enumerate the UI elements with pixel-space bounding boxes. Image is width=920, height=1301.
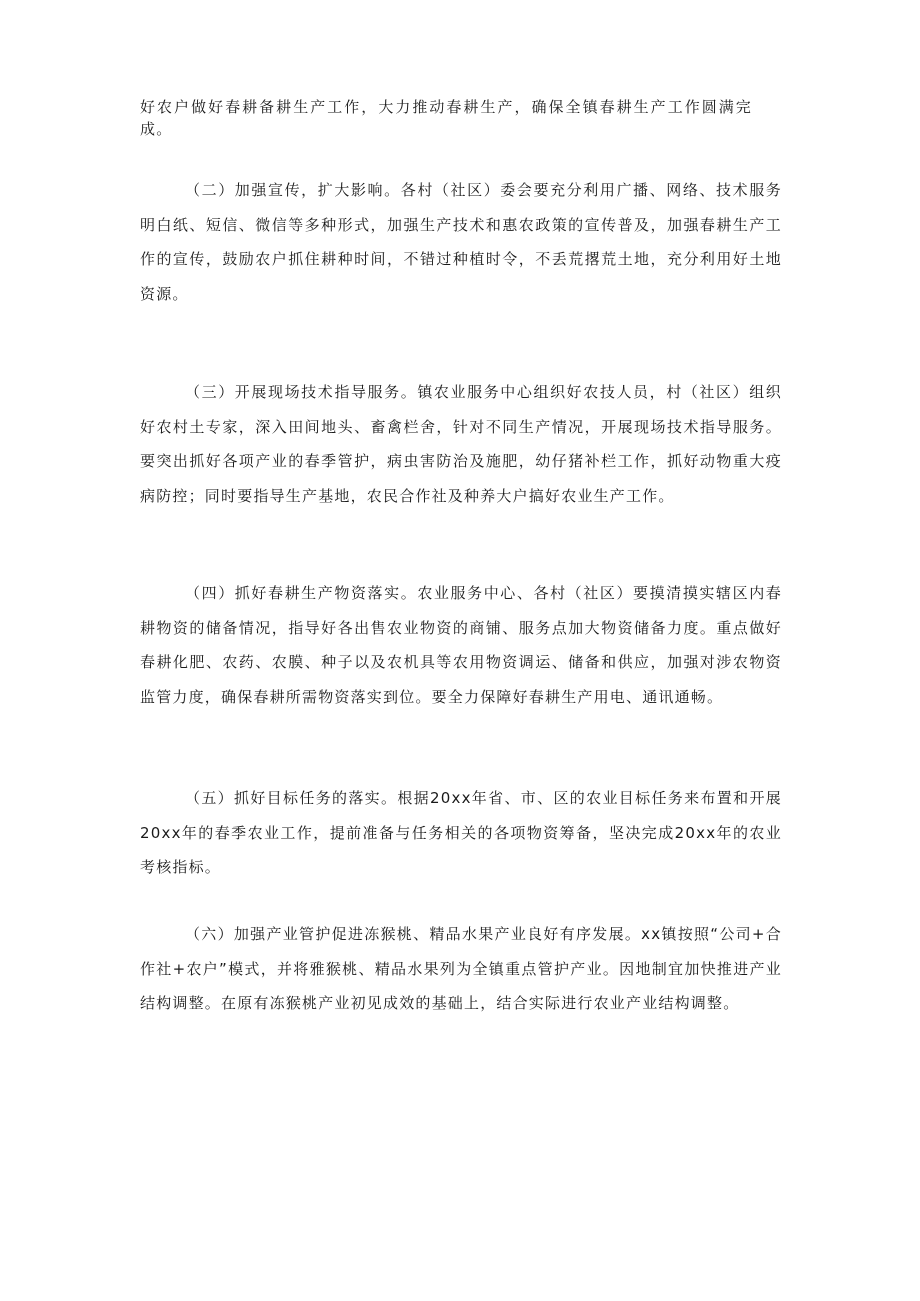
- paragraph-publicity: （二）加强宣传，扩大影响。各村（社区）委会要充分利用广播、网络、技术服务明白纸、短信、微信等多种形式，加强生产技术和惠农政策的宣传普及，加强春耕生产工作的宣传，鼓励农户抓住耕种时间，不错过种植时令，不丢荒撂荒土地，充分利用好土地资源。: [140, 181, 782, 303]
- paragraph-technical-guidance: （三）开展现场技术指导服务。镇农业服务中心组织好农技人员，村（社区）组织好农村土专家，深入田间地头、畜禽栏舍，针对不同生产情况，开展现场技术指导服务。要突出抓好各项产业的春季管护，病虫害防治及施肥，幼仔猪补栏工作，抓好动物重大疫病防控；同时要指导生产基地，农民合作社及种养大户搞好农业生产工作。: [140, 383, 782, 505]
- paragraph-materials: （四）抓好春耕生产物资落实。农业服务中心、各村（社区）要摸清摸实辖区内春耕物资的储备情况，指导好各出售农业物资的商铺、服务点加大物资储备力度。重点做好春耕化肥、农药、农膜、种子以及农机具等农用物资调运、储备和供应，加强对涉农物资监管力度，确保春耕所需物资落实到位。要全力保障好春耕生产用电、通讯通畅。: [140, 584, 782, 706]
- paragraph-targets: （五）抓好目标任务的落实。根据20xx年省、市、区的农业目标任务来布置和开展20xx年的春季农业工作，提前准备与任务相关的各项物资筹备，坚决完成20xx年的农业考核指标。: [140, 789, 782, 876]
- paragraph-continuation: 好农户做好春耕备耕生产工作，大力推动春耕生产，确保全镇春耕生产工作圆满完成。: [140, 98, 752, 138]
- paragraph-industry: （六）加强产业管护促进冻猴桃、精品水果产业良好有序发展。xx镇按照“公司+合作社+农户”模式，并将雅猴桃、精品水果列为全镇重点管护产业。因地制宜加快推进产业结构调整。在原有冻猴桃产业初见成效的基础上，结合实际进行农业产业结构调整。: [140, 925, 782, 1012]
